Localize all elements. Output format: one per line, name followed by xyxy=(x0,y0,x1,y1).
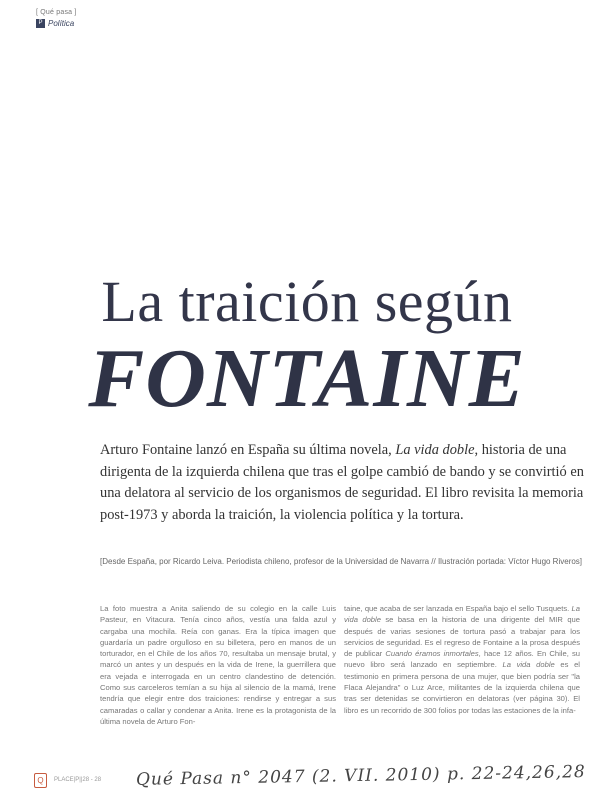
body-column-right xyxy=(344,603,580,716)
body-column-left: La foto muestra a Anita saliendo de su colegio en la calle Luis Pasteur, en Vitacura. Tenía cinco años, vestía una falda azul y cargaba una mochila. Reía con ganas. Era la típica imagen que guardaría un padre orgulloso en su billetera, pero en manos de un torturador, en el Chile de los años 70, resultaba un mensaje brutal, y marcó un antes y un después en la vida de Irene, la guerrillera que era vejada e interrogada en un centro clandestino de detención. Como sus carceleros temían a su hija al silencio de la mamá, Irene tendría que elegir entre dos traiciones: rendirse y entregar a sus camaradas o callar y condenar a Anita. Irene es la protagonista de la última novela de Arturo Fon- xyxy=(100,604,336,726)
lead-text-end: , historia de una dirigenta de la izquierda chilena que tras el golpe cambió de bando y se convirtió en una delatora al servicio de los organismos de seguridad. El libro revisita la memoria post-1973 y aborda la traición, la violencia política y la tortura. xyxy=(100,442,584,523)
body-right-em-3: La vida doble xyxy=(502,660,555,670)
body-right-text-4: es el testimonio en primera persona de una mujer, que bien podría ser "la Flaca Alejandra" o Luz Arce, militantes de la izquierda chilena que tras ser detenidas se convirtieron en delatoras (ver página 30). El libro es un recorrido de 300 folios por todas las estaciones de la infa- xyxy=(344,660,580,715)
body-right-text-1: taine, que acaba de ser lanzada en España bajo el sello Tusquets. xyxy=(344,604,572,613)
section-tag xyxy=(36,19,74,28)
body-right-em-1: La vida doble xyxy=(344,604,580,625)
headline-line1: La traición según xyxy=(101,269,513,334)
lead-paragraph xyxy=(100,440,586,526)
magazine-logo-icon: Q xyxy=(34,773,47,788)
section-name: Política xyxy=(48,19,75,28)
section-icon: P xyxy=(36,19,45,28)
article-body xyxy=(100,603,590,773)
byline-credit: [Desde España, por Ricardo Leiva. Periodista chileno, profesor de la Universidad de Navarra // Ilustración portada: Víctor Hugo Riveros] xyxy=(100,557,583,566)
headline-line2: FONTAINE xyxy=(88,332,526,425)
body-right-text-2: se basa en la historia de una dirigente del MIR que después de varias sesiones de tortura pasó a trabajar para los servicios de seguridad. Es el regreso de Fontaine a la prosa después de publicar xyxy=(344,615,581,659)
body-right-text-3: , hace 12 años. En Chile, su nuevo libro será lanzado en septiembre. xyxy=(344,649,580,670)
lead-text-start: Arturo Fontaine lanzó en España su última novela, xyxy=(100,442,396,458)
handwritten-annotation: Qué Pasa n° 2047 (2. VII. 2010) p. 22-24,26,28 xyxy=(135,762,586,790)
folio-meta: PLACE|P||28 - 28 xyxy=(54,777,102,783)
section-label: [ Qué pasa ] xyxy=(36,9,77,16)
body-right-em-2: Cuando éramos inmortales xyxy=(385,649,479,659)
lead-book-title: La vida doble xyxy=(395,442,475,458)
